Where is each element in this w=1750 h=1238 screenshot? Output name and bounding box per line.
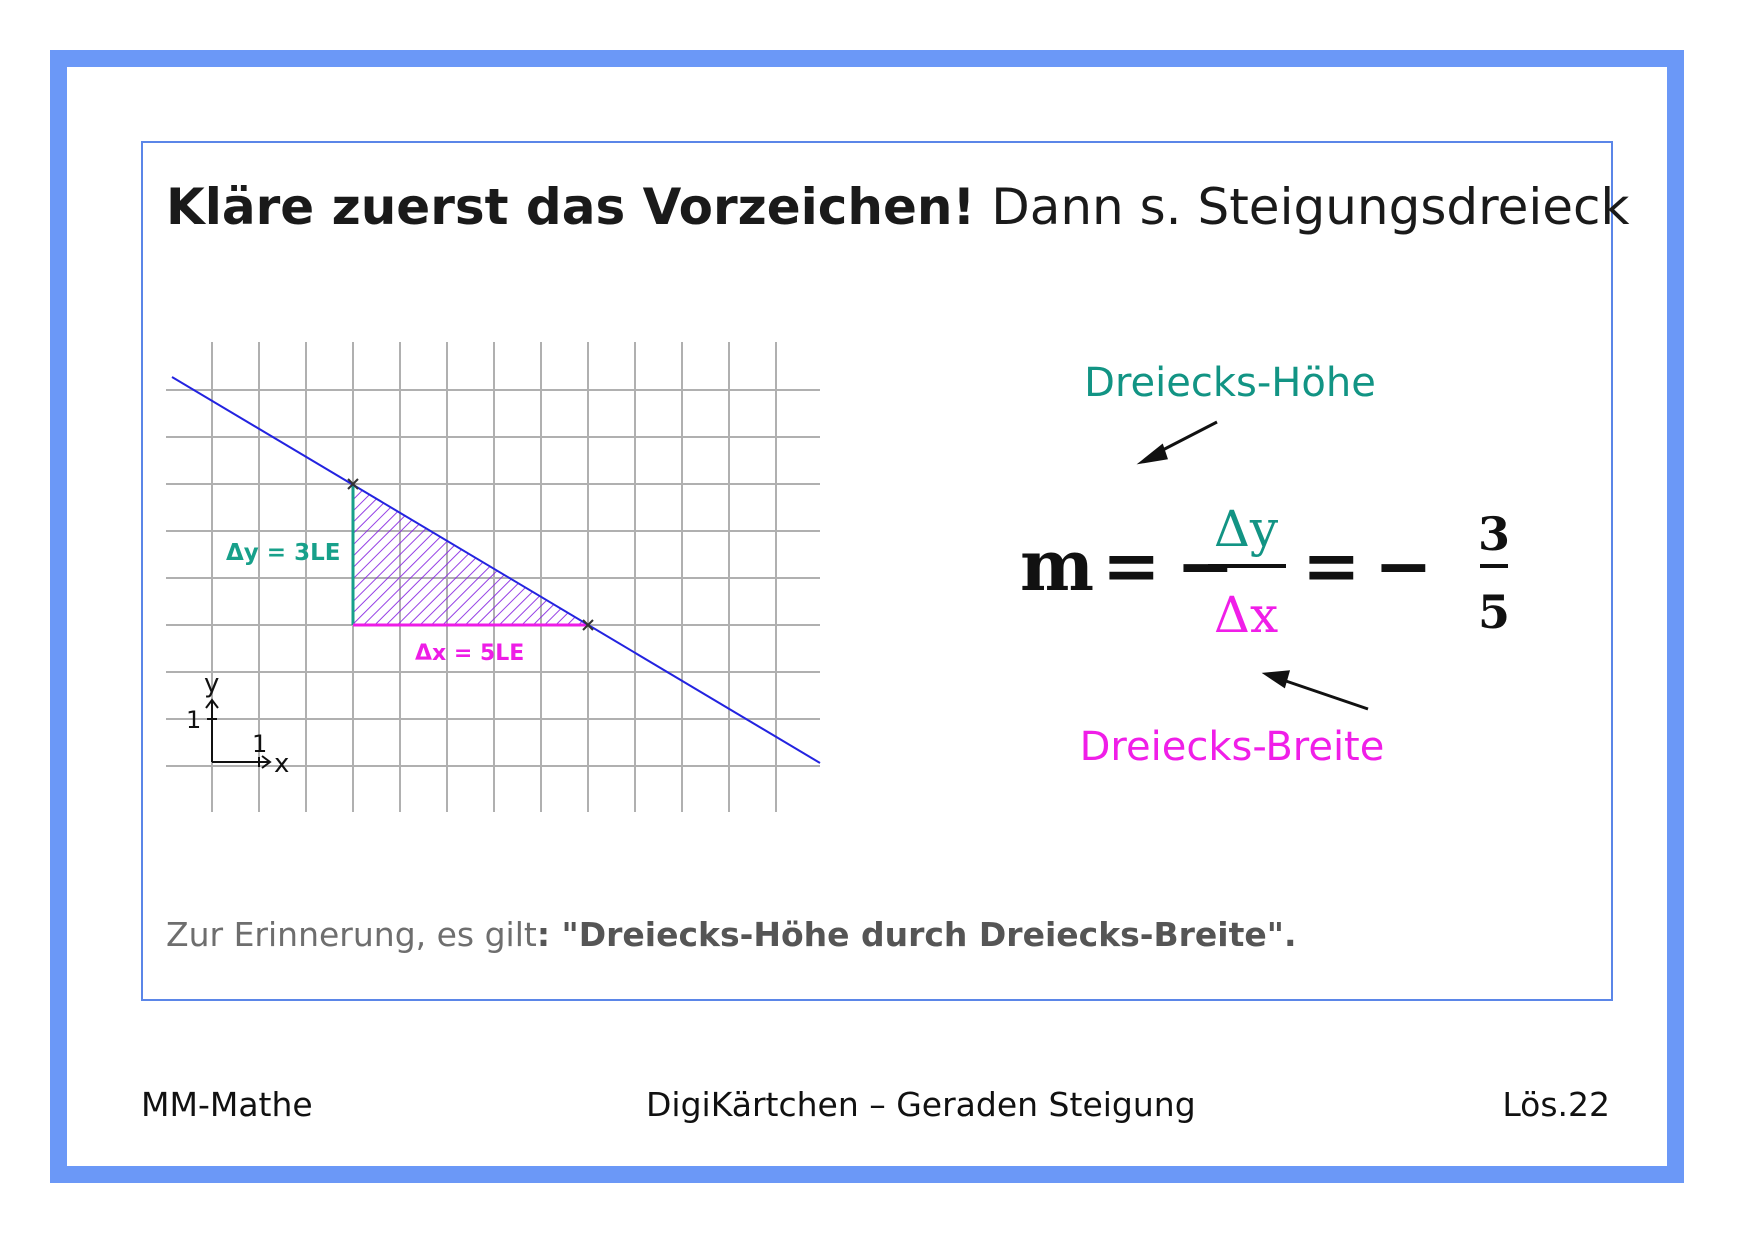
slope-triangle-diagram [160, 330, 840, 820]
fraction-denominator: Δx [1213, 586, 1279, 644]
reminder-colon-quote: : " [536, 915, 579, 954]
reminder-strong: Dreiecks-Höhe durch Dreiecks-Breite [578, 915, 1267, 954]
unit-y-label: 1 [186, 706, 202, 734]
label-dreiecks-hoehe: Dreiecks-Höhe [1084, 360, 1376, 406]
unit-x-label: 1 [252, 730, 268, 758]
result-numerator: 3 [1477, 507, 1511, 561]
fraction-numerator: Δy [1213, 500, 1279, 558]
label-dreiecks-breite: Dreiecks-Breite [1079, 724, 1385, 770]
delta-x-label: Δx = 5LE [415, 641, 525, 666]
footer-left: MM-Mathe [141, 1085, 313, 1124]
title-rest: Dann s. Steigungsdreieck [991, 178, 1630, 236]
delta-y-label: Δy = 3LE [226, 540, 341, 566]
result-denominator: 5 [1477, 585, 1511, 639]
footer-center: DigiKärtchen – Geraden Steigung [646, 1085, 1196, 1124]
reminder-prefix: Zur Erinnerung, es gilt [166, 915, 537, 954]
title-bold: Kläre zuerst das Vorzeichen! [166, 178, 976, 236]
axis-y-label: y [204, 669, 220, 699]
reminder-suffix: ". [1266, 915, 1297, 954]
reminder-text [166, 915, 1297, 954]
arrow-icon [1266, 672, 1368, 709]
formula-equals-1: = [1102, 524, 1161, 607]
slope-formula [1010, 360, 1570, 780]
arrow-icon [1142, 422, 1217, 462]
formula-minus-2: − [1374, 524, 1433, 607]
axis-x-label: x [274, 749, 290, 779]
page-title [166, 178, 1629, 236]
graph-line [172, 377, 820, 763]
formula-m: m [1020, 524, 1095, 607]
formula-equals-2: = [1302, 524, 1361, 607]
footer-right: Lös.22 [1502, 1085, 1610, 1124]
formula-minus-1: − [1176, 524, 1235, 607]
